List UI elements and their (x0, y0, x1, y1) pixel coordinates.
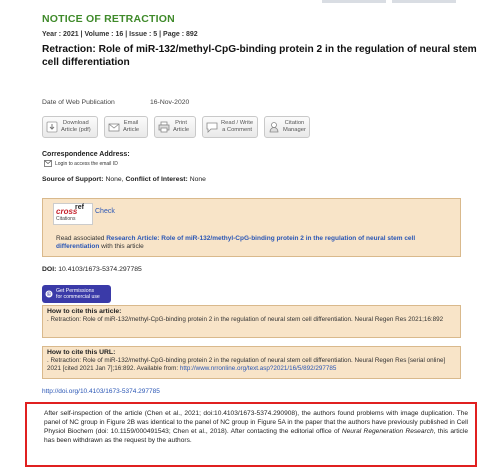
comment-icon (206, 121, 218, 133)
source-value: None, (105, 176, 124, 183)
year-value: 2021 (63, 31, 79, 38)
permissions-icon (45, 290, 53, 298)
notice-heading: NOTICE OF RETRACTION (42, 13, 175, 25)
article-title: Retraction: Role of miR-132/methyl-CpG-binding protein 2 in the regulation of neural stem cell differentiation (42, 44, 477, 68)
download-article-label: Download Article (pdf) (61, 120, 91, 133)
cite-url-body (47, 357, 456, 373)
citation-manager-label: Citation Manager (283, 120, 306, 133)
envelope-icon (44, 160, 52, 167)
comment-button[interactable] (202, 116, 258, 138)
login-email-link[interactable] (44, 160, 118, 167)
page-value: 892 (186, 31, 198, 38)
cite-article-box (42, 305, 461, 338)
conflict-label: Conflict of Interest: (125, 176, 188, 183)
correspondence-label: Correspondence Address: (42, 151, 130, 158)
doi-label: DOI: (42, 266, 57, 273)
cite-url-link[interactable]: http://www.nrronline.org/text.asp?2021/16/5/892/297785 (179, 365, 337, 372)
email-article-label: Email Article (123, 120, 140, 133)
crossref-logo-cross: cross (56, 207, 78, 216)
publication-date (42, 99, 190, 106)
volume-value: 16 (115, 31, 124, 38)
associated-prefix: Read associated (56, 235, 105, 242)
volume-label: Volume : (84, 31, 114, 38)
top-decoration (322, 0, 462, 8)
conflict-value: None (189, 176, 206, 183)
issue-value: 5 (153, 31, 158, 38)
cite-url-box (42, 346, 461, 379)
publication-date-label: Date of Web Publication (42, 99, 115, 106)
download-article-button[interactable] (42, 116, 98, 138)
retraction-text (44, 409, 468, 445)
issue-meta: Year : 2021 | Volume : 16 | Issue : 5 | Page : 892 (42, 31, 198, 38)
year-label: Year : (42, 31, 62, 38)
publication-date-value: 16-Nov-2020 (150, 99, 190, 106)
cite-article-heading: How to cite this article: (47, 308, 122, 315)
retraction-text-before: After self-inspection of the article (Chen et al., 2021; doi:10.4103/1673-5374.290908), the authors found problems with image duplication. The panel of NC group in Figure 2B was identical to the panel of NC group in Figure 5A in the paper that the authors have previously published in Cell Physiol Biochem (doi: 10.1159/000491543; Chen et al., 2018). After contacting the editorial office of (44, 410, 468, 435)
download-icon (46, 121, 58, 133)
print-icon (158, 121, 170, 133)
doi-value: 10.4103/1673-5374.297785 (58, 266, 142, 273)
source-label: Source of Support: (42, 176, 104, 183)
crossref-logo-citations: Citations (56, 216, 76, 222)
get-permissions-button[interactable] (42, 285, 111, 303)
crossref-check-link[interactable]: Check (95, 208, 115, 215)
svg-text:©: © (46, 292, 52, 298)
cite-url-text: . Retraction: Role of miR-132/methyl-CpG-binding protein 2 in the regulation of neural stem cell differentiation. Neural Regen Res [serial online] 2021 [cited 2021 Jan 7];16:892. Available from: (47, 357, 446, 372)
cite-article-text: . Retraction: Role of miR-132/methyl-CpG-binding protein 2 in the regulation of neural stem cell differentiation. Neural Regen Res 2021;16:892 (47, 316, 444, 323)
email-icon (108, 121, 120, 133)
comment-label: Read / Write a Comment (221, 120, 254, 133)
print-article-label: Print Article (173, 120, 190, 133)
retraction-journal: Neural Regeneration Research (341, 428, 434, 435)
doi-url-link[interactable]: http://doi.org/10.4103/1673-5374.297785 (42, 388, 160, 395)
associated-article (56, 235, 456, 251)
citation-icon (268, 121, 280, 133)
issue-label: Issue : (129, 31, 152, 38)
cite-url-heading: How to cite this URL: (47, 349, 116, 356)
crossref-logo-ref: ref (75, 204, 84, 211)
citation-manager-button[interactable] (264, 116, 310, 138)
retraction-notice-box (25, 402, 477, 467)
crossref-logo[interactable] (53, 203, 93, 225)
print-article-button[interactable] (154, 116, 196, 138)
get-permissions-label: Get Permissions for commercial use (56, 288, 100, 300)
associated-suffix: with this article (101, 243, 144, 251)
page-label: Page : (163, 31, 185, 38)
doi-line (42, 266, 142, 273)
crossref-box (42, 198, 461, 257)
retraction-text-after: , this article has been withdrawn as the request by the authors. (44, 428, 468, 444)
login-email-text: Login to access the email ID (55, 160, 118, 167)
support-info (42, 176, 206, 183)
email-article-button[interactable] (104, 116, 148, 138)
associated-article-link[interactable]: Research Article: Role of miR-132/methyl-CpG-binding protein 2 in the regulation of neural stem cell differentiation (56, 235, 416, 251)
